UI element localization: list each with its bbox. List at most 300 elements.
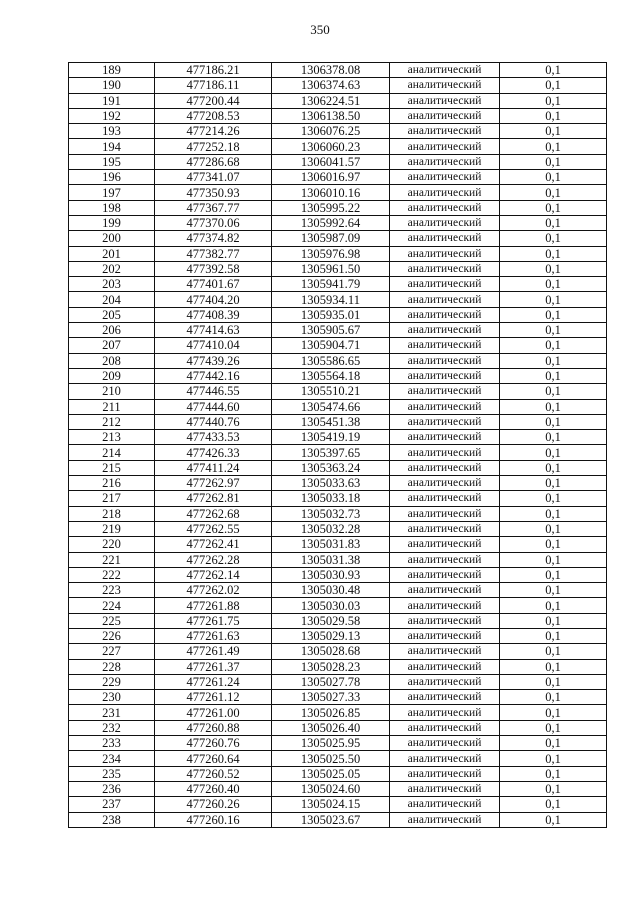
y-coordinate-cell: 1305976.98	[272, 246, 390, 261]
method-cell: аналитический	[390, 338, 500, 353]
accuracy-cell: 0,1	[500, 124, 607, 139]
table-row	[69, 613, 607, 628]
y-coordinate-cell: 1306041.57	[272, 154, 390, 169]
table-row	[69, 185, 607, 200]
y-coordinate-cell: 1305987.09	[272, 231, 390, 246]
y-coordinate-cell: 1305941.79	[272, 277, 390, 292]
y-coordinate-cell: 1305995.22	[272, 200, 390, 215]
x-coordinate-cell: 477262.14	[155, 567, 272, 582]
method-cell: аналитический	[390, 537, 500, 552]
point-number-cell: 203	[69, 277, 155, 292]
x-coordinate-cell: 477439.26	[155, 353, 272, 368]
y-coordinate-cell: 1305397.65	[272, 445, 390, 460]
accuracy-cell: 0,1	[500, 78, 607, 93]
point-number-cell: 222	[69, 567, 155, 582]
x-coordinate-cell: 477261.24	[155, 674, 272, 689]
accuracy-cell: 0,1	[500, 720, 607, 735]
point-number-cell: 202	[69, 261, 155, 276]
accuracy-cell: 0,1	[500, 506, 607, 521]
method-cell: аналитический	[390, 261, 500, 276]
accuracy-cell: 0,1	[500, 598, 607, 613]
method-cell: аналитический	[390, 307, 500, 322]
x-coordinate-cell: 477260.16	[155, 812, 272, 827]
accuracy-cell: 0,1	[500, 766, 607, 781]
table-row	[69, 736, 607, 751]
method-cell: аналитический	[390, 583, 500, 598]
table-row	[69, 598, 607, 613]
point-number-cell: 227	[69, 644, 155, 659]
point-number-cell: 224	[69, 598, 155, 613]
table-row	[69, 368, 607, 383]
method-cell: аналитический	[390, 215, 500, 230]
y-coordinate-cell: 1305935.01	[272, 307, 390, 322]
table-row	[69, 215, 607, 230]
point-number-cell: 226	[69, 628, 155, 643]
point-number-cell: 221	[69, 552, 155, 567]
y-coordinate-cell: 1305026.85	[272, 705, 390, 720]
accuracy-cell: 0,1	[500, 170, 607, 185]
point-number-cell: 210	[69, 384, 155, 399]
method-cell: аналитический	[390, 797, 500, 812]
x-coordinate-cell: 477208.53	[155, 108, 272, 123]
y-coordinate-cell: 1305026.40	[272, 720, 390, 735]
y-coordinate-cell: 1305029.13	[272, 628, 390, 643]
table-row	[69, 170, 607, 185]
accuracy-cell: 0,1	[500, 323, 607, 338]
x-coordinate-cell: 477262.02	[155, 583, 272, 598]
method-cell: аналитический	[390, 460, 500, 475]
method-cell: аналитический	[390, 277, 500, 292]
y-coordinate-cell: 1306060.23	[272, 139, 390, 154]
table-row	[69, 78, 607, 93]
x-coordinate-cell: 477446.55	[155, 384, 272, 399]
method-cell: аналитический	[390, 613, 500, 628]
y-coordinate-cell: 1305024.60	[272, 781, 390, 796]
accuracy-cell: 0,1	[500, 705, 607, 720]
table-row	[69, 476, 607, 491]
accuracy-cell: 0,1	[500, 292, 607, 307]
x-coordinate-cell: 477261.88	[155, 598, 272, 613]
point-number-cell: 190	[69, 78, 155, 93]
x-coordinate-cell: 477414.63	[155, 323, 272, 338]
x-coordinate-cell: 477261.49	[155, 644, 272, 659]
point-number-cell: 234	[69, 751, 155, 766]
x-coordinate-cell: 477350.93	[155, 185, 272, 200]
point-number-cell: 199	[69, 215, 155, 230]
method-cell: аналитический	[390, 63, 500, 78]
table-row	[69, 781, 607, 796]
table-row	[69, 751, 607, 766]
method-cell: аналитический	[390, 139, 500, 154]
point-number-cell: 236	[69, 781, 155, 796]
table-row	[69, 108, 607, 123]
accuracy-cell: 0,1	[500, 108, 607, 123]
point-number-cell: 196	[69, 170, 155, 185]
y-coordinate-cell: 1305029.58	[272, 613, 390, 628]
method-cell: аналитический	[390, 399, 500, 414]
table-row	[69, 353, 607, 368]
method-cell: аналитический	[390, 154, 500, 169]
x-coordinate-cell: 477367.77	[155, 200, 272, 215]
y-coordinate-cell: 1305024.15	[272, 797, 390, 812]
y-coordinate-cell: 1306224.51	[272, 93, 390, 108]
x-coordinate-cell: 477262.81	[155, 491, 272, 506]
point-number-cell: 212	[69, 414, 155, 429]
point-number-cell: 220	[69, 537, 155, 552]
accuracy-cell: 0,1	[500, 277, 607, 292]
table-row	[69, 812, 607, 827]
table-row	[69, 154, 607, 169]
point-number-cell: 204	[69, 292, 155, 307]
accuracy-cell: 0,1	[500, 781, 607, 796]
accuracy-cell: 0,1	[500, 521, 607, 536]
accuracy-cell: 0,1	[500, 154, 607, 169]
table-row	[69, 567, 607, 582]
point-number-cell: 218	[69, 506, 155, 521]
method-cell: аналитический	[390, 567, 500, 582]
point-number-cell: 201	[69, 246, 155, 261]
point-number-cell: 233	[69, 736, 155, 751]
accuracy-cell: 0,1	[500, 246, 607, 261]
accuracy-cell: 0,1	[500, 368, 607, 383]
table-row	[69, 200, 607, 215]
y-coordinate-cell: 1305474.66	[272, 399, 390, 414]
accuracy-cell: 0,1	[500, 613, 607, 628]
y-coordinate-cell: 1305023.67	[272, 812, 390, 827]
x-coordinate-cell: 477262.68	[155, 506, 272, 521]
y-coordinate-cell: 1305586.65	[272, 353, 390, 368]
point-number-cell: 232	[69, 720, 155, 735]
point-number-cell: 207	[69, 338, 155, 353]
accuracy-cell: 0,1	[500, 430, 607, 445]
accuracy-cell: 0,1	[500, 751, 607, 766]
table-row	[69, 277, 607, 292]
y-coordinate-cell: 1305451.38	[272, 414, 390, 429]
accuracy-cell: 0,1	[500, 353, 607, 368]
table-row	[69, 766, 607, 781]
point-number-cell: 205	[69, 307, 155, 322]
table-row	[69, 491, 607, 506]
y-coordinate-cell: 1305961.50	[272, 261, 390, 276]
method-cell: аналитический	[390, 659, 500, 674]
method-cell: аналитический	[390, 108, 500, 123]
accuracy-cell: 0,1	[500, 338, 607, 353]
point-number-cell: 214	[69, 445, 155, 460]
table-row	[69, 690, 607, 705]
method-cell: аналитический	[390, 231, 500, 246]
accuracy-cell: 0,1	[500, 659, 607, 674]
y-coordinate-cell: 1306010.16	[272, 185, 390, 200]
method-cell: аналитический	[390, 766, 500, 781]
x-coordinate-cell: 477260.40	[155, 781, 272, 796]
y-coordinate-cell: 1305030.03	[272, 598, 390, 613]
table-row	[69, 552, 607, 567]
method-cell: аналитический	[390, 552, 500, 567]
x-coordinate-cell: 477442.16	[155, 368, 272, 383]
point-number-cell: 195	[69, 154, 155, 169]
x-coordinate-cell: 477260.52	[155, 766, 272, 781]
x-coordinate-cell: 477370.06	[155, 215, 272, 230]
point-number-cell: 193	[69, 124, 155, 139]
table-row	[69, 139, 607, 154]
accuracy-cell: 0,1	[500, 139, 607, 154]
x-coordinate-cell: 477261.12	[155, 690, 272, 705]
y-coordinate-cell: 1305032.73	[272, 506, 390, 521]
point-number-cell: 189	[69, 63, 155, 78]
y-coordinate-cell: 1306378.08	[272, 63, 390, 78]
accuracy-cell: 0,1	[500, 583, 607, 598]
method-cell: аналитический	[390, 200, 500, 215]
method-cell: аналитический	[390, 368, 500, 383]
x-coordinate-cell: 477382.77	[155, 246, 272, 261]
method-cell: аналитический	[390, 705, 500, 720]
y-coordinate-cell: 1305510.21	[272, 384, 390, 399]
y-coordinate-cell: 1305025.50	[272, 751, 390, 766]
accuracy-cell: 0,1	[500, 644, 607, 659]
y-coordinate-cell: 1305033.18	[272, 491, 390, 506]
x-coordinate-cell: 477186.11	[155, 78, 272, 93]
accuracy-cell: 0,1	[500, 491, 607, 506]
table-row	[69, 323, 607, 338]
table-row	[69, 246, 607, 261]
x-coordinate-cell: 477214.26	[155, 124, 272, 139]
y-coordinate-cell: 1305031.38	[272, 552, 390, 567]
x-coordinate-cell: 477200.44	[155, 93, 272, 108]
table-row	[69, 797, 607, 812]
table-row	[69, 338, 607, 353]
method-cell: аналитический	[390, 292, 500, 307]
method-cell: аналитический	[390, 323, 500, 338]
y-coordinate-cell: 1305419.19	[272, 430, 390, 445]
x-coordinate-cell: 477262.41	[155, 537, 272, 552]
method-cell: аналитический	[390, 414, 500, 429]
y-coordinate-cell: 1305032.28	[272, 521, 390, 536]
point-number-cell: 216	[69, 476, 155, 491]
table-row	[69, 644, 607, 659]
x-coordinate-cell: 477261.75	[155, 613, 272, 628]
point-number-cell: 194	[69, 139, 155, 154]
page-number: 350	[310, 22, 330, 37]
table-row	[69, 124, 607, 139]
y-coordinate-cell: 1305934.11	[272, 292, 390, 307]
x-coordinate-cell: 477262.97	[155, 476, 272, 491]
y-coordinate-cell: 1305030.48	[272, 583, 390, 598]
y-coordinate-cell: 1305033.63	[272, 476, 390, 491]
y-coordinate-cell: 1305027.33	[272, 690, 390, 705]
method-cell: аналитический	[390, 124, 500, 139]
method-cell: аналитический	[390, 720, 500, 735]
point-number-cell: 235	[69, 766, 155, 781]
y-coordinate-cell: 1305028.68	[272, 644, 390, 659]
y-coordinate-cell: 1305904.71	[272, 338, 390, 353]
table-row	[69, 445, 607, 460]
point-number-cell: 225	[69, 613, 155, 628]
x-coordinate-cell: 477260.26	[155, 797, 272, 812]
x-coordinate-cell: 477444.60	[155, 399, 272, 414]
method-cell: аналитический	[390, 736, 500, 751]
x-coordinate-cell: 477252.18	[155, 139, 272, 154]
method-cell: аналитический	[390, 506, 500, 521]
x-coordinate-cell: 477433.53	[155, 430, 272, 445]
point-number-cell: 192	[69, 108, 155, 123]
method-cell: аналитический	[390, 628, 500, 643]
accuracy-cell: 0,1	[500, 414, 607, 429]
x-coordinate-cell: 477404.20	[155, 292, 272, 307]
table-row	[69, 414, 607, 429]
coordinates-table-body	[69, 63, 607, 828]
y-coordinate-cell: 1306016.97	[272, 170, 390, 185]
point-number-cell: 191	[69, 93, 155, 108]
table-row	[69, 430, 607, 445]
accuracy-cell: 0,1	[500, 552, 607, 567]
y-coordinate-cell: 1305564.18	[272, 368, 390, 383]
table-row	[69, 231, 607, 246]
accuracy-cell: 0,1	[500, 307, 607, 322]
point-number-cell: 219	[69, 521, 155, 536]
y-coordinate-cell: 1306076.25	[272, 124, 390, 139]
point-number-cell: 209	[69, 368, 155, 383]
accuracy-cell: 0,1	[500, 797, 607, 812]
point-number-cell: 238	[69, 812, 155, 827]
accuracy-cell: 0,1	[500, 567, 607, 582]
x-coordinate-cell: 477262.28	[155, 552, 272, 567]
x-coordinate-cell: 477186.21	[155, 63, 272, 78]
method-cell: аналитический	[390, 781, 500, 796]
accuracy-cell: 0,1	[500, 736, 607, 751]
table-row	[69, 583, 607, 598]
x-coordinate-cell: 477408.39	[155, 307, 272, 322]
point-number-cell: 237	[69, 797, 155, 812]
y-coordinate-cell: 1306138.50	[272, 108, 390, 123]
method-cell: аналитический	[390, 644, 500, 659]
method-cell: аналитический	[390, 430, 500, 445]
accuracy-cell: 0,1	[500, 200, 607, 215]
accuracy-cell: 0,1	[500, 445, 607, 460]
point-number-cell: 223	[69, 583, 155, 598]
table-row	[69, 628, 607, 643]
table-row	[69, 292, 607, 307]
method-cell: аналитический	[390, 185, 500, 200]
table-row	[69, 674, 607, 689]
accuracy-cell: 0,1	[500, 460, 607, 475]
point-number-cell: 213	[69, 430, 155, 445]
accuracy-cell: 0,1	[500, 215, 607, 230]
y-coordinate-cell: 1305025.95	[272, 736, 390, 751]
method-cell: аналитический	[390, 521, 500, 536]
accuracy-cell: 0,1	[500, 231, 607, 246]
accuracy-cell: 0,1	[500, 384, 607, 399]
x-coordinate-cell: 477392.58	[155, 261, 272, 276]
x-coordinate-cell: 477261.63	[155, 628, 272, 643]
method-cell: аналитический	[390, 93, 500, 108]
point-number-cell: 231	[69, 705, 155, 720]
table-row	[69, 521, 607, 536]
y-coordinate-cell: 1305027.78	[272, 674, 390, 689]
x-coordinate-cell: 477260.76	[155, 736, 272, 751]
x-coordinate-cell: 477374.82	[155, 231, 272, 246]
x-coordinate-cell: 477341.07	[155, 170, 272, 185]
point-number-cell: 229	[69, 674, 155, 689]
method-cell: аналитический	[390, 812, 500, 827]
method-cell: аналитический	[390, 598, 500, 613]
table-row	[69, 506, 607, 521]
accuracy-cell: 0,1	[500, 674, 607, 689]
method-cell: аналитический	[390, 674, 500, 689]
method-cell: аналитический	[390, 353, 500, 368]
point-number-cell: 206	[69, 323, 155, 338]
x-coordinate-cell: 477260.88	[155, 720, 272, 735]
accuracy-cell: 0,1	[500, 812, 607, 827]
table-row	[69, 460, 607, 475]
x-coordinate-cell: 477286.68	[155, 154, 272, 169]
accuracy-cell: 0,1	[500, 399, 607, 414]
x-coordinate-cell: 477261.37	[155, 659, 272, 674]
x-coordinate-cell: 477261.00	[155, 705, 272, 720]
y-coordinate-cell: 1305905.67	[272, 323, 390, 338]
accuracy-cell: 0,1	[500, 537, 607, 552]
table-row	[69, 399, 607, 414]
table-row	[69, 720, 607, 735]
method-cell: аналитический	[390, 491, 500, 506]
y-coordinate-cell: 1305992.64	[272, 215, 390, 230]
method-cell: аналитический	[390, 78, 500, 93]
point-number-cell: 208	[69, 353, 155, 368]
x-coordinate-cell: 477410.04	[155, 338, 272, 353]
table-row	[69, 384, 607, 399]
method-cell: аналитический	[390, 751, 500, 766]
table-row	[69, 537, 607, 552]
y-coordinate-cell: 1305025.05	[272, 766, 390, 781]
method-cell: аналитический	[390, 445, 500, 460]
point-number-cell: 230	[69, 690, 155, 705]
method-cell: аналитический	[390, 384, 500, 399]
x-coordinate-cell: 477440.76	[155, 414, 272, 429]
x-coordinate-cell: 477401.67	[155, 277, 272, 292]
y-coordinate-cell: 1305028.23	[272, 659, 390, 674]
accuracy-cell: 0,1	[500, 185, 607, 200]
x-coordinate-cell: 477262.55	[155, 521, 272, 536]
method-cell: аналитический	[390, 170, 500, 185]
accuracy-cell: 0,1	[500, 261, 607, 276]
method-cell: аналитический	[390, 476, 500, 491]
y-coordinate-cell: 1306374.63	[272, 78, 390, 93]
point-number-cell: 211	[69, 399, 155, 414]
y-coordinate-cell: 1305030.93	[272, 567, 390, 582]
x-coordinate-cell: 477411.24	[155, 460, 272, 475]
point-number-cell: 197	[69, 185, 155, 200]
accuracy-cell: 0,1	[500, 476, 607, 491]
point-number-cell: 228	[69, 659, 155, 674]
accuracy-cell: 0,1	[500, 690, 607, 705]
point-number-cell: 198	[69, 200, 155, 215]
x-coordinate-cell: 477426.33	[155, 445, 272, 460]
table-row	[69, 93, 607, 108]
coordinates-table	[68, 62, 607, 828]
table-row	[69, 705, 607, 720]
point-number-cell: 217	[69, 491, 155, 506]
point-number-cell: 200	[69, 231, 155, 246]
x-coordinate-cell: 477260.64	[155, 751, 272, 766]
table-row	[69, 659, 607, 674]
method-cell: аналитический	[390, 690, 500, 705]
table-row	[69, 307, 607, 322]
table-row	[69, 261, 607, 276]
accuracy-cell: 0,1	[500, 628, 607, 643]
y-coordinate-cell: 1305363.24	[272, 460, 390, 475]
point-number-cell: 215	[69, 460, 155, 475]
method-cell: аналитический	[390, 246, 500, 261]
y-coordinate-cell: 1305031.83	[272, 537, 390, 552]
